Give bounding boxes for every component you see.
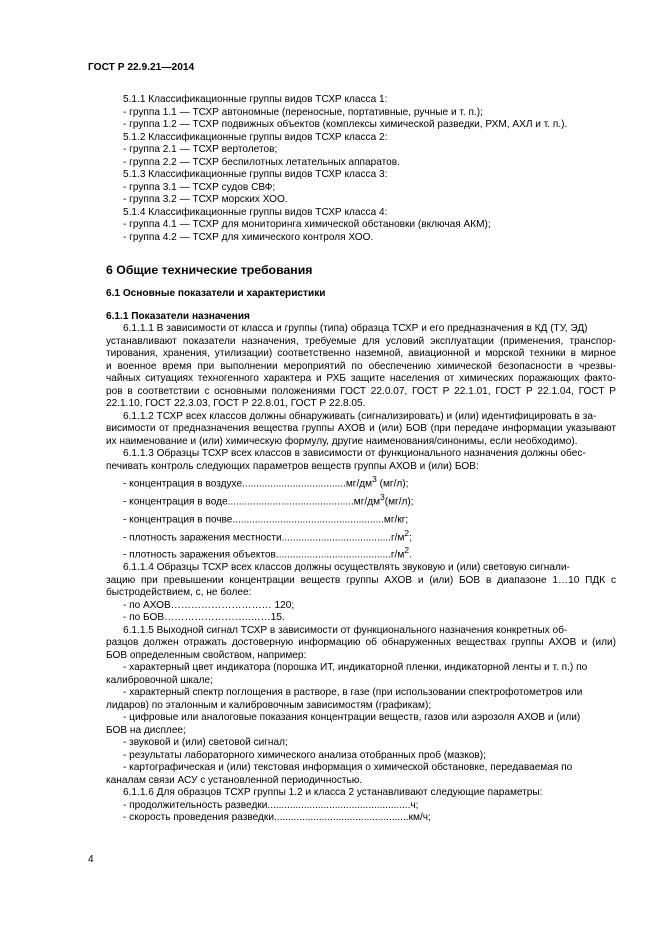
list-item: - группа 4.1 — ТСХР для мониторинга химической обстановки (включая АКМ);: [123, 219, 491, 230]
list-item: - результаты лабораторного химического анализа отобранных проб (мазков);: [123, 749, 486, 761]
subsection-title: 6.1 Основные показатели и характеристики: [106, 288, 326, 299]
list-item: 5.1.2 Классификационные группы видов ТСХР класса 2:: [123, 131, 388, 143]
parameter-item: - плотность заражения $местности.......................................г/м^2$;: [123, 527, 412, 543]
text-line: печивать контроль следующих параметров веществ группы АХОВ и (или) БОВ:: [106, 460, 479, 472]
paragraph-6-1-1-2: [106, 411, 616, 449]
text-line: БОВ определенным свойством, например:: [106, 649, 307, 661]
text-line: устанавливают показатели назначения, требуемые для условий эксплуатации (применения, транспор-: [106, 335, 616, 347]
text-line: их наименование и (или) химическую формулу, другие наименования/синонимы, если необходимо).: [106, 435, 578, 447]
signal-list: [106, 662, 616, 787]
parameter-list-2: [106, 800, 616, 825]
text-line: быстродействием, с, не более:: [106, 587, 252, 599]
text-line: 22.1.10, ГОСТ 22.3.03, ГОСТ Р 22.8.01, ГОСТ Р 22.8.05.: [106, 398, 366, 409]
text-line: зацию при превышении концентрации веществ группы АХОВ и (или) БОВ в диапазоне 1…10 ПДК с: [106, 574, 616, 586]
list-item: - группа 4.2 — ТСХР для химического контроля ХОО.: [123, 231, 374, 243]
list-item-cont: лидаров) по эталонным и калибровочным зависимостям (графикам);: [106, 699, 432, 711]
list-item-cont: калибровочной шкале;: [106, 674, 213, 686]
list-item: - группа 3.2 — ТСХР морских ХОО.: [123, 194, 288, 205]
speed-item: - по БОВ……………………..……15.: [123, 612, 285, 624]
list-item: - картографическая и (или) текстовая информация о химической обстановке, передаваемая по: [123, 762, 573, 774]
page-number: 4: [88, 854, 94, 865]
parameter-item: - продолжительность разведки...................................................ч;: [123, 799, 419, 811]
list-item: - группа 3.1 — ТСХР судов СВФ;: [123, 181, 276, 193]
list-item: - группа 1.1 — ТСХР автономные (переносные, портативные, ручные и т. п.);: [123, 106, 483, 118]
list-item-cont: БОВ на дисплее;: [106, 724, 186, 736]
text-line: тирования, хранения, утилизации) соответственно наземной, авиационной и морской техники в мирное: [106, 348, 616, 359]
paragraph-6-1-1-4: [106, 562, 616, 600]
list-item: - группа 2.2 — ТСХР беспилотных летательных аппаратов.: [123, 156, 400, 168]
list-item: 5.1.3 Классификационные группы видов ТСХР класса 3:: [123, 169, 388, 180]
parameter-item: - скорость проведения разведки................................................км/ч;: [123, 812, 431, 824]
document-header: ГОСТ Р 22.9.21—2014: [88, 62, 195, 73]
text-line: и военное время при выполнении мероприятий по обеспечению химической безопасности в чрезвы-: [106, 360, 616, 372]
text-line: ров в соответствии с основными положениями ГОСТ 22.0.07, ГОСТ Р 22.1.01, ГОСТ Р 22.1.04, ГОСТ Р: [106, 385, 616, 397]
list-item: 5.1.4 Классификационные группы видов ТСХР класса 4:: [123, 206, 388, 218]
document-body: [106, 94, 616, 825]
text-line: чайных ситуациях техногенного характера и РХБ защите населения от химических поражающих факто-: [106, 373, 616, 384]
speed-list: [106, 600, 616, 625]
parameter-list: [106, 473, 616, 562]
parameter-item: - плотность заражения $объектов.........................................г/м^2$.: [123, 545, 412, 561]
parameter-item: - концентрация в почве......................................................мг/кг;: [123, 514, 409, 526]
text-line: 6.1.1.4 Образцы ТСХР всех классов должны осуществлять звуковую и (или) световую сигнали-: [123, 562, 570, 574]
list-item: 5.1.1 Классификационные группы видов ТСХР класса 1:: [123, 94, 388, 105]
paragraph-6-1-1-1: [106, 323, 616, 411]
parameter-item: - концентрация в $воздухе.....................................мг/дм^3$ (мг/л);: [123, 474, 409, 490]
list-item: - группа 2.1 — ТСХР вертолетов;: [123, 144, 278, 155]
text-line: 6.1.1.1 В зависимости от класса и группы (типа) образца ТСХР и его предназначения в КД (ТУ, ЭД): [123, 323, 588, 334]
section-title: 6 Общие технические требования: [106, 263, 313, 277]
list-item: - группа 1.2 — ТСХР подвижных объектов (комплексы химической разведки, РХМ, АХЛ и т. п.).: [123, 119, 568, 130]
subsubsection-title: 6.1.1 Показатели назначения: [106, 310, 250, 322]
list-item: - цифровые или аналоговые показания концентрации веществ, газов или аэрозоля АХОВ и (или): [123, 712, 581, 724]
paragraph-6-1-1-6: 6.1.1.6 Для образцов ТСХР группы 1.2 и класса 2 устанавливают следующие параметры:: [123, 787, 543, 799]
list-item: - характерный спектр поглощения в растворе, в газе (при использовании спектрофотометров или: [123, 687, 583, 699]
text-line: 6.1.1.2 ТСХР всех классов должны обнаруживать (сигнализировать) и (или) идентифицировать в за-: [123, 410, 597, 422]
classification-list: [106, 94, 616, 244]
paragraph-6-1-1-5: [106, 625, 616, 663]
list-item: - звуковой и (или) световой сигнал;: [123, 737, 288, 749]
speed-item: - по АХОВ………………………… 120;: [123, 599, 295, 611]
text-line: 6.1.1.3 Образцы ТСХР всех классов в зависимости от функционального назначения должны обес-: [123, 448, 586, 459]
paragraph-6-1-1-3: [106, 448, 616, 473]
parameter-item: - концентрация в $воде.............................................мг/дм^3(мг/л)$;: [123, 491, 414, 508]
text-line: висимости от предназначения вещества группы АХОВ и (или) БОВ (при передаче информации указывают: [106, 423, 616, 434]
text-line: разцов должен отражать достоверную информацию об обнаруженных веществах группы АХОВ и (или): [106, 637, 616, 649]
list-item: - характерный цвет индикатора (порошка ИТ, индикаторной пленки, индикаторной ленты и т. п.) по: [123, 662, 588, 674]
text-line: 6.1.1.5 Выходной сигнал ТСХР в зависимости от функционального назначения конкретных об-: [123, 624, 568, 636]
list-item-cont: каналам связи АСУ с установленной периодичностью.: [106, 774, 363, 786]
